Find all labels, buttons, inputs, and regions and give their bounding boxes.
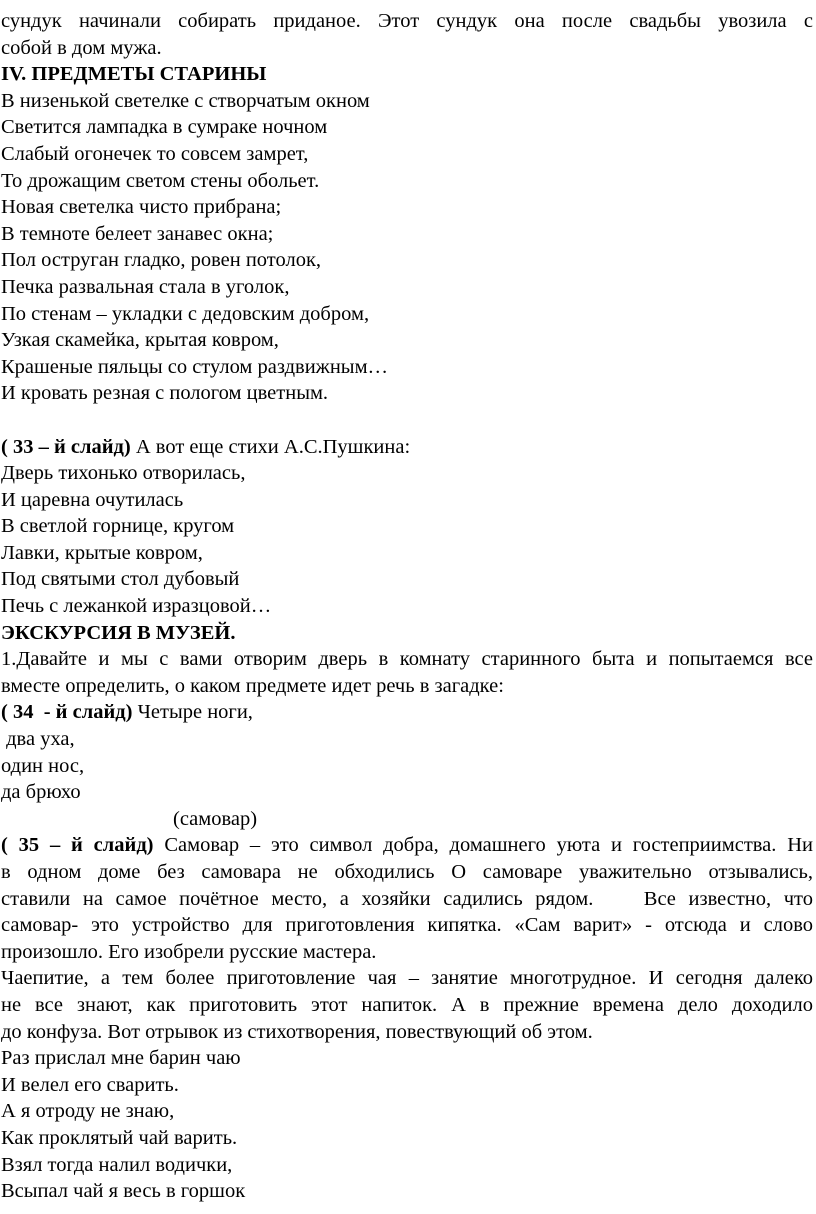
intro-line-1: сундук начинали собирать приданое. Этот сундук она после свадьбы увозила с	[1, 10, 813, 32]
slide-34-text: Четыре ноги,	[132, 701, 253, 724]
poem-tea	[1, 1045, 813, 1205]
slide-34-label: ( 34 - й слайд)	[1, 701, 133, 724]
poem-line: Печь с лежанкой изразцовой…	[1, 595, 272, 618]
poem-line: То дрожащим светом стены обольет.	[1, 169, 320, 192]
section-heading-excursion: ЭКСКУРСИЯ В МУЗЕЙ.	[1, 621, 236, 644]
slide-35-label: ( 35 – й слайд)	[1, 834, 154, 857]
poem-line: Печка развальная стала в уголок,	[1, 275, 290, 298]
poem-line: Как проклятый чай варить.	[1, 1126, 238, 1149]
riddle-line: два уха,	[1, 728, 75, 751]
section-heading-antiques: IV. ПРЕДМЕТЫ СТАРИНЫ	[1, 63, 267, 86]
samovar-line-4: самовар- это устройство для приготовления кипятка. «Сам варит» - отсюда и слово	[1, 914, 813, 937]
poem-svetelka	[1, 88, 813, 407]
tea-line-2: не все знают, как приготовить этот напиток. А в прежние времена дело доходило	[1, 993, 813, 1016]
poem-line: А я отроду не знаю,	[1, 1100, 175, 1123]
poem-line: И кровать резная с пологом цветным.	[1, 382, 329, 405]
blank-line	[1, 407, 813, 434]
poem-line: Под святыми стол дубовый	[1, 568, 240, 591]
samovar-line-3: ставили на самое почётное место, а хозяйки садились рядом. Все известно, что	[1, 887, 813, 910]
poem-line: Раз прислал мне барин чаю	[1, 1047, 241, 1070]
poem-line: Новая светелка чисто прибрана;	[1, 196, 282, 219]
riddle-line: да брюхо	[1, 781, 81, 804]
slide-33-text: А вот еще стихи А.С.Пушкина:	[130, 435, 411, 458]
poem-pushkin	[1, 460, 813, 620]
samovar-line-2: в одном доме без самовара не обходились О самоваре уважительно отзывались,	[1, 861, 813, 883]
poem-line: В светлой горнице, кругом	[1, 515, 235, 538]
poem-line: И велел его сварить.	[1, 1073, 179, 1096]
excursion-line-1: 1.Давайте и мы с вами отворим дверь в комнату старинного быта и попытаемся все	[1, 648, 813, 671]
samovar-paragraph	[1, 832, 813, 965]
slide-34-riddle-start	[1, 699, 813, 726]
poem-line: Крашеные пяльцы со стулом раздвижным…	[1, 355, 389, 378]
poem-line: По стенам – укладки с дедовским добром,	[1, 302, 370, 325]
poem-line: Слабый огонечек то совсем замрет,	[1, 142, 309, 165]
tea-line-3: до конфуза. Вот отрывок из стихотворения, повествующий об этом.	[1, 1020, 593, 1043]
poem-line: Взял тогда налил водички,	[1, 1153, 233, 1176]
poem-line: Дверь тихонько отворилась,	[1, 462, 246, 485]
poem-line: Лавки, крытые ковром,	[1, 541, 203, 564]
excursion-line-2: вместе определить, о каком предмете идет речь в загадке:	[1, 674, 504, 697]
riddle-answer: (самовар)	[173, 807, 258, 830]
samovar-line-5: произошло. Его изобрели русские мастера.	[1, 940, 377, 963]
poem-line: Пол оструган гладко, ровен потолок,	[1, 249, 322, 272]
slide-35-text: Самовар – это символ добра, домашнего уюта и гостеприимства. Ни	[153, 834, 814, 857]
riddle-line: один нос,	[1, 754, 85, 777]
poem-line: Узкая скамейка, крытая ковром,	[1, 329, 279, 352]
samovar-line-1	[1, 832, 813, 859]
poem-line: Всыпал чай я весь в горшок	[1, 1180, 246, 1203]
poem-line: В темноте белеет занавес окна;	[1, 222, 274, 245]
tea-paragraph	[1, 965, 813, 1045]
poem-line: И царевна очутилась	[1, 488, 184, 511]
poem-line: Светится лампадка в сумраке ночном	[1, 116, 328, 139]
tea-line-1: Чаепитие, а тем более приготовление чая – занятие многотрудное. И сегодня далеко	[1, 967, 813, 990]
intro-line-2: собой в дом мужа.	[1, 36, 162, 59]
poem-line: В низенькой светелке с створчатым окном	[1, 89, 370, 112]
slide-33-intro	[1, 434, 813, 461]
slide-33-label: ( 33 – й слайд)	[1, 435, 131, 458]
